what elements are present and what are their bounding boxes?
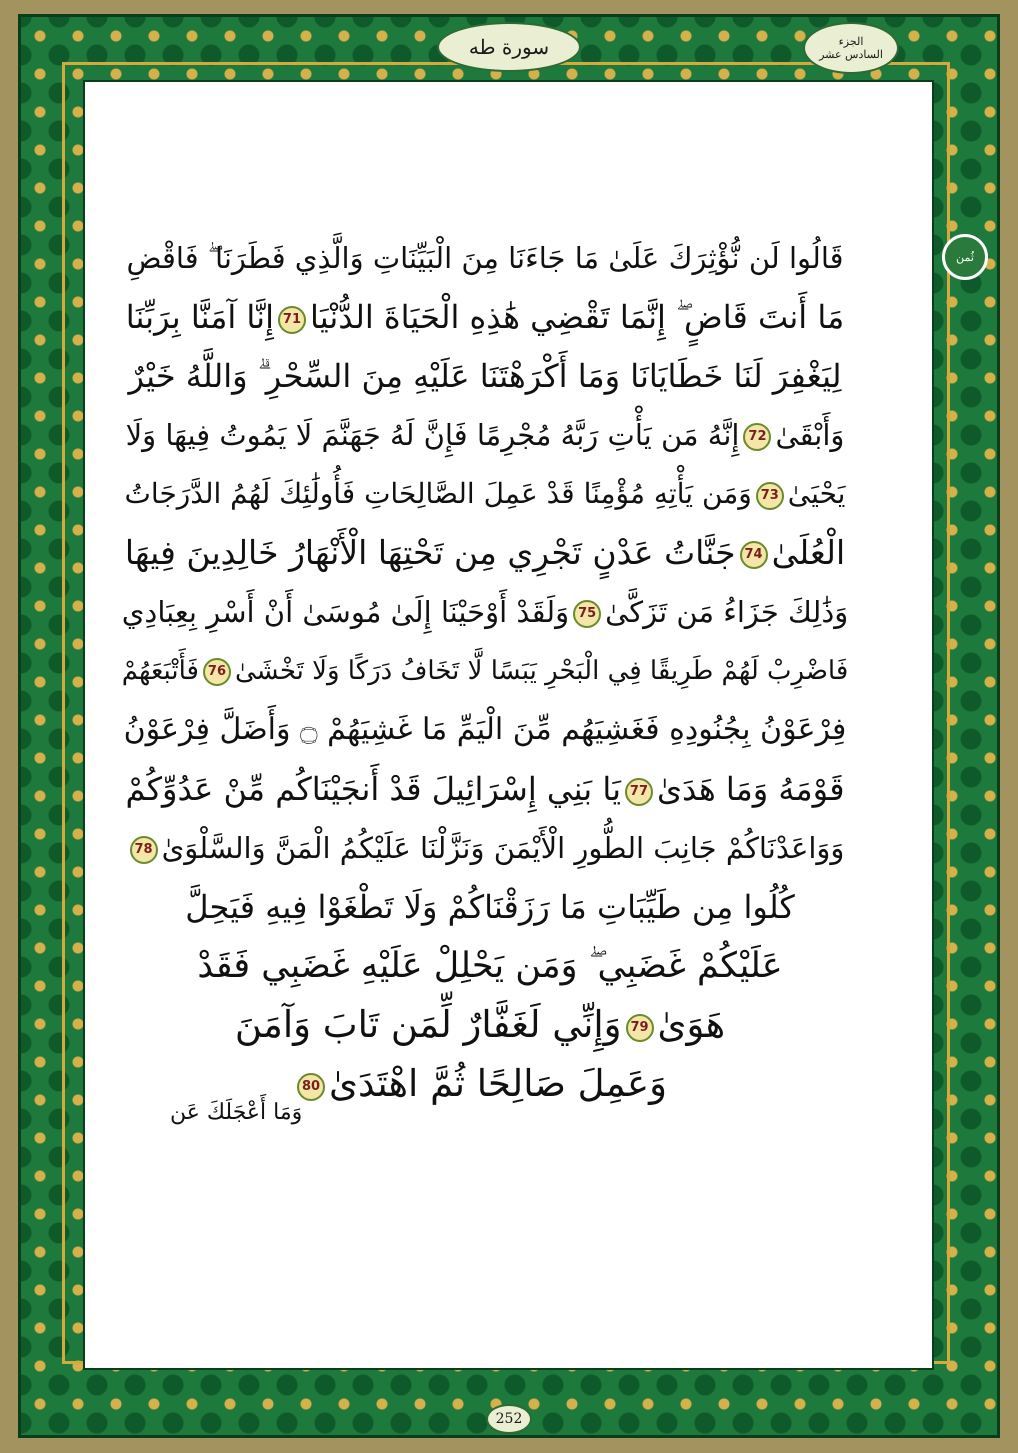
verse-text: وَلَقَدْ أَوْحَيْنَا إِلَىٰ مُوسَىٰ أَنْ أَسْرِ بِعِبَادِي [121,595,570,629]
verse-text: مَا أَنتَ قَاضٍ ۖ إِنَّمَا تَقْضِي هَٰذِهِ الْحَيَاةَ الدُّنْيَا [309,298,845,336]
verse-text: وَمَن يَأْتِهِ مُؤْمِنًا قَدْ عَمِلَ الصَّالِحَاتِ فَأُولَٰئِكَ لَهُمُ الدَّرَجَاتُ [124,477,752,510]
verse-text: كُلُوا مِن طَيِّبَاتِ مَا رَزَقْنَاكُمْ وَلَا تَطْغَوْا فِيهِ فَيَحِلَّ [185,888,795,926]
juz-number: السادس عشر [819,48,883,61]
verse-text: وَذَٰلِكَ جَزَاءُ مَن تَزَكَّىٰ [605,595,849,629]
juz-label: الجزء [838,35,864,48]
verse-line [120,470,850,518]
page-number-badge [486,1404,532,1434]
catchword: وَمَا أَعْجَلَكَ عَن [170,1100,303,1125]
verse-line [120,234,850,282]
verse-line [120,647,850,695]
verse-text: فَاضْرِبْ لَهُمْ طَرِيقًا فِي الْبَحْرِ يَبَسًا لَّا تَخَافُ دَرَكًا وَلَا تَخْشَىٰ [234,656,849,686]
ayah-number-marker: 78 [130,836,158,864]
verse-line [220,1001,740,1049]
verse-text: هَوَىٰ [657,1003,726,1046]
hizb-marker-icon [942,234,988,280]
ayah-number-marker: 75 [573,600,601,628]
verse-text: لِيَغْفِرَ لَنَا خَطَايَانَا وَمَا أَكْرَهْتَنَا عَلَيْهِ مِنَ السِّحْرِ ۗ وَاللَّهُ خَيْرٌ [128,357,842,395]
verse-line [120,765,850,813]
verse-line [120,411,850,459]
verse-text: الْعُلَىٰ [771,533,846,572]
surah-title: سورة طه [468,35,550,59]
verse-text: وَوَاعَدْنَاكُمْ جَانِبَ الطُّورِ الْأَيْمَنَ وَنَزَّلْنَا عَلَيْكُمُ الْمَنَّ وَالسَّلْوَىٰ [161,831,845,865]
verse-text: يَا بَنِي إِسْرَائِيلَ قَدْ أَنجَيْنَاكُم مِّنْ عَدُوِّكُمْ [125,770,621,808]
verse-text: وَإِنِّي لَغَفَّارٌ لِّمَن تَابَ وَآمَنَ [234,1003,622,1046]
verse-text: وَعَمِلَ صَالِحًا ثُمَّ اهْتَدَىٰ [328,1062,668,1105]
verse-line [120,529,850,577]
ayah-number-marker: 76 [203,658,231,686]
page-number: 252 [495,1411,523,1427]
verse-line [270,1060,690,1108]
verse-line [120,706,850,754]
verse-text: وَأَبْقَىٰ [775,418,845,452]
juz-badge [803,22,899,74]
verse-line [120,824,850,872]
verse-text: عَلَيْكُمْ غَضَبِي ۖ وَمَن يَحْلِلْ عَلَيْهِ غَضَبِي فَقَدْ [197,946,783,986]
verse-line [180,883,800,931]
ayah-number-marker: 71 [278,306,306,334]
hizb-marker-label: ثُمن [956,250,974,264]
verse-text: إِنَّا آمَنَّا بِرَبِّنَا [125,298,274,336]
verse-text: قَالُوا لَن نُّؤْثِرَكَ عَلَىٰ مَا جَاءَنَا مِنَ الْبَيِّنَاتِ وَالَّذِي فَطَرَنَا ۖ فَاقْضِ [126,241,844,275]
verse-text: يَحْيَىٰ [787,477,846,510]
ayah-number-marker: 73 [756,482,784,510]
verse-text: جَنَّاتُ عَدْنٍ تَجْرِي مِن تَحْتِهَا الْأَنْهَارُ خَالِدِينَ فِيهَا [124,533,736,572]
verse-line [120,588,850,636]
ayah-number-marker: 74 [740,541,768,569]
surah-title-badge [437,22,581,72]
verse-line [120,293,850,341]
verse-text: قَوْمَهُ وَمَا هَدَىٰ [656,770,845,808]
verse-text: إِنَّهُ مَن يَأْتِ رَبَّهُ مُجْرِمًا فَإِنَّ لَهُ جَهَنَّمَ لَا يَمُوتُ فِيهَا وَلَا [125,418,740,452]
ayah-number-marker: 79 [626,1014,654,1042]
ayah-number-marker: 77 [625,778,653,806]
ayah-number-marker: 72 [743,423,771,451]
ayah-number-marker: 80 [297,1073,325,1101]
verse-text: فِرْعَوْنُ بِجُنُودِهِ فَغَشِيَهُم مِّنَ الْيَمِّ مَا غَشِيَهُمْ ۝ وَأَضَلَّ فِرْعَوْنُ [123,712,847,747]
verse-line [120,352,850,400]
verse-block [120,234,850,1114]
verse-text: فَأَتْبَعَهُمْ [121,656,199,686]
verse-line [190,942,790,990]
